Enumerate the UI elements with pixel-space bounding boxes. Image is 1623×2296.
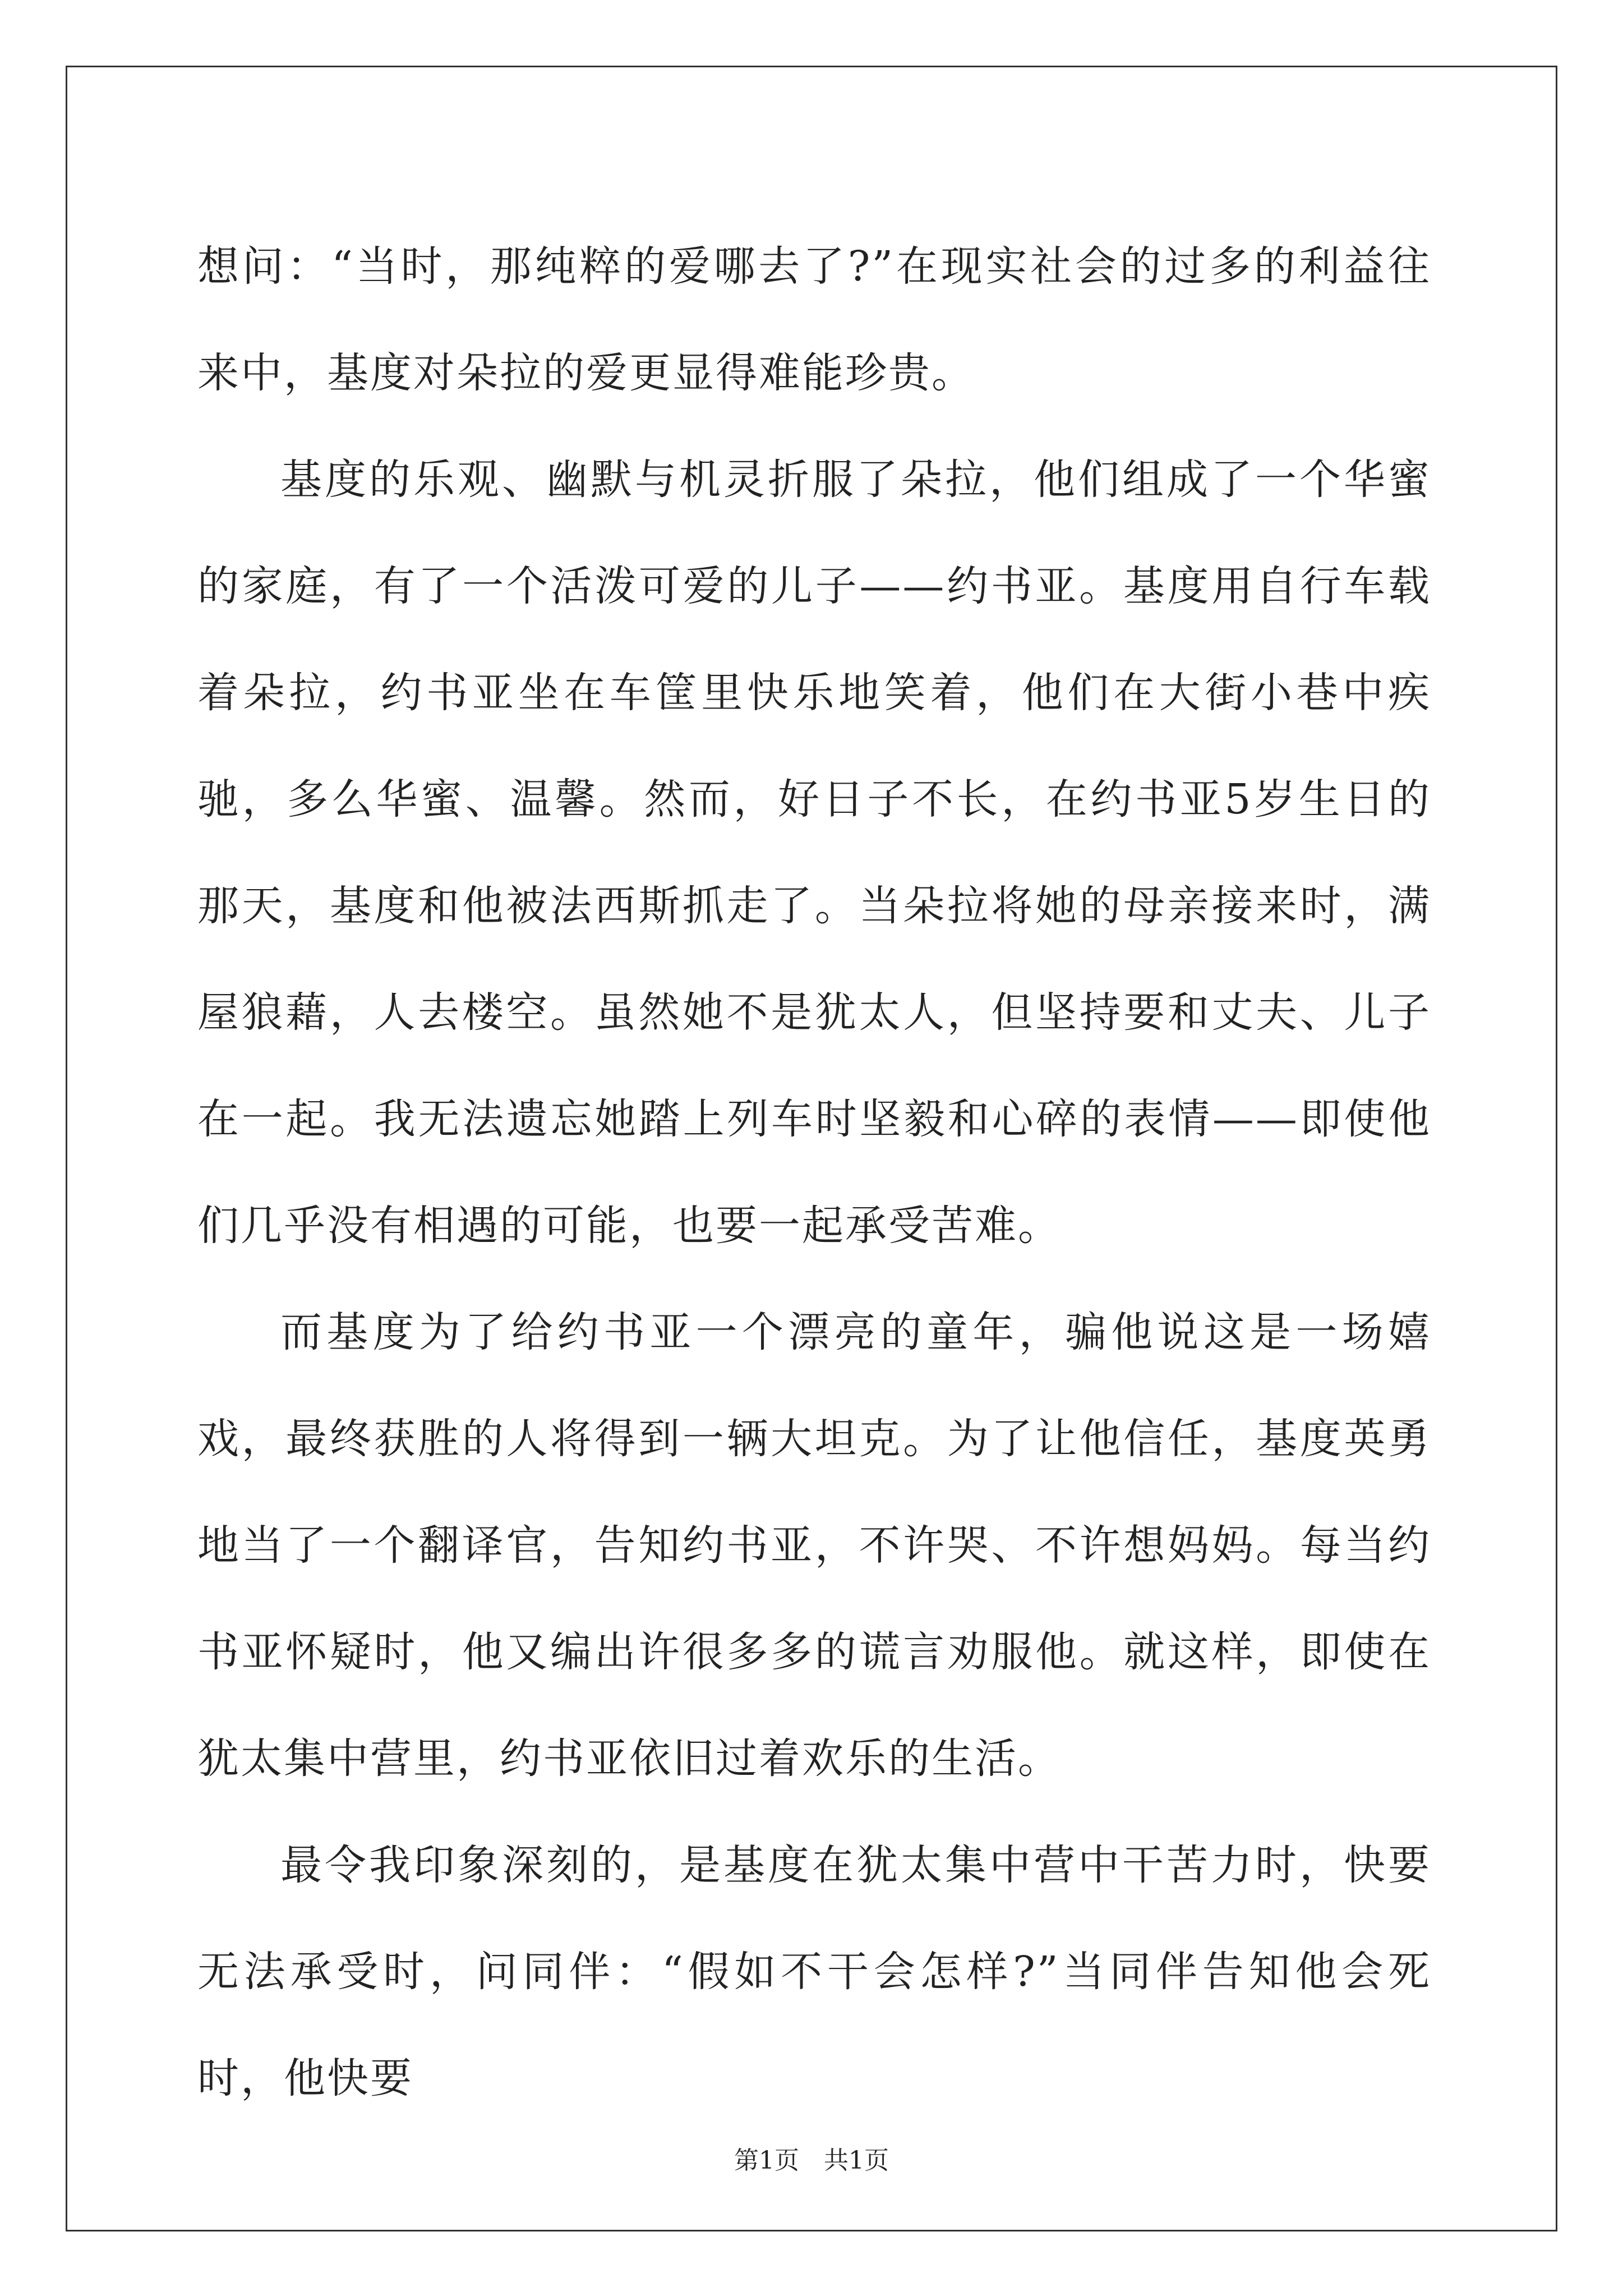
document-body [197,213,1431,2132]
page-number-footer: 第1页 共1页 [734,2146,889,2175]
paragraph-3: 而基度为了给约书亚一个漂亮的童年，骗他说这是一场嬉戏，最终获胜的人将得到一辆大坦克。为了让他信任，基度英勇地当了一个翻译官，告知约书亚，不许哭、不许想妈妈。每当约书亚怀疑时，他又编出许很多多的谎言劝服他。就这样，即使在犹太集中营里，约书亚依旧过着欢乐的生活。 [197,1308,1431,1783]
paragraph-1: 想问：“当时，那纯粹的爱哪去了?”在现实社会的过多的利益往来中，基度对朵拉的爱更显得难能珍贵。 [197,242,1431,397]
paragraph-2: 基度的乐观、幽默与机灵折服了朵拉，他们组成了一个华蜜的家庭，有了一个活泼可爱的儿子——约书亚。基度用自行车载着朵拉，约书亚坐在车筐里快乐地笑着，他们在大街小巷中疾驰，多么华蜜、温馨。然而，好日子不长，在约书亚5岁生日的那天，基度和他被法西斯抓走了。当朵拉将她的母亲接来时，满屋狼藉，人去楼空。虽然她不是犹太人，但坚持要和丈夫、儿子在一起。我无法遗忘她踏上列车时坚毅和心碎的表情——即使他们几乎没有相遇的可能，也要一起承受苦难。 [197,455,1431,1250]
paragraph-4: 最令我印象深刻的，是基度在犹太集中营中干苦力时，快要无法承受时，问同伴：“假如不干会怎样?”当同伴告知他会死时，他快要 [197,1841,1431,2102]
